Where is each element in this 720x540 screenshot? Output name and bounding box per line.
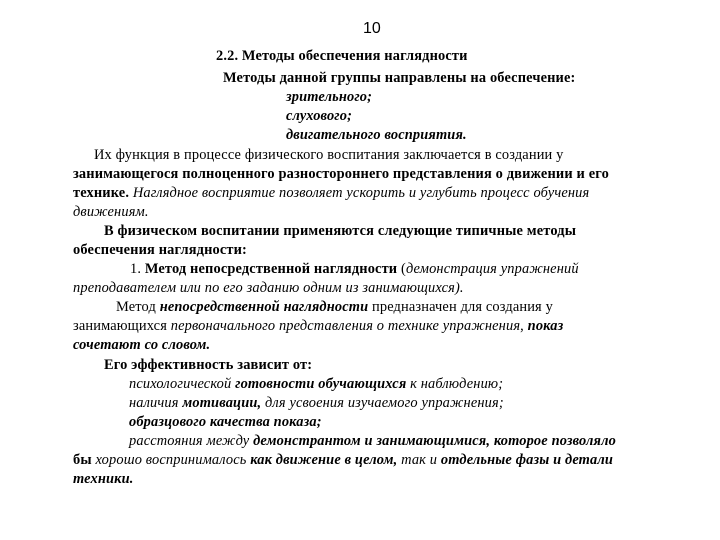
intro-text: Методы данной группы направлены на обеспечение:	[223, 70, 576, 86]
cont-emphasis: как движение в целом,	[250, 452, 398, 468]
method-1-note: демонстрация упражнений	[405, 261, 579, 277]
list-item-auditory: слухового;	[286, 108, 353, 124]
paren-open: (	[401, 261, 406, 277]
effectiveness-item-2	[129, 394, 504, 412]
effectiveness-cont-line-2: техники.	[73, 471, 134, 487]
desc-text: Метод	[116, 299, 160, 315]
function-line-3	[73, 184, 589, 202]
method-1-line-1	[130, 260, 579, 278]
desc-text: предназначен для создания у	[368, 299, 553, 315]
list-item-motor: двигательного восприятия.	[286, 127, 467, 143]
technique-word: технике.	[73, 185, 130, 201]
item-text: к наблюдению;	[406, 376, 504, 392]
effectiveness-item-1	[129, 375, 503, 393]
visual-perception-text: Наглядное восприятие позволяет ускорить и углубить процесс обучения	[129, 185, 590, 201]
cont-emphasis: отдельные фазы и детали	[440, 452, 614, 468]
list-item-visual: зрительного;	[286, 89, 373, 105]
method-1-number: 1.	[130, 261, 142, 277]
effectiveness-item-3	[129, 413, 322, 431]
effectiveness-item-4	[129, 432, 616, 450]
methods-intro-line-1: В физическом воспитании применяются следующие типичные методы	[104, 223, 577, 239]
item-text: расстояния между	[129, 433, 254, 449]
method-1-line-2: преподавателем или по его заданию одним из занимающихся).	[73, 280, 464, 296]
effectiveness-heading: Его эффективность зависит от:	[104, 357, 313, 373]
section-heading: 2.2. Методы обеспечения наглядности	[216, 48, 468, 64]
method-1-desc-line-2	[73, 317, 563, 335]
item-text: наличия	[129, 395, 183, 411]
desc-emphasis: непосредственной наглядности	[159, 299, 369, 315]
item-text: для усвоения изучаемого упражнения;	[261, 395, 504, 411]
function-line-4: движениям.	[73, 204, 149, 220]
method-1-desc-line-1	[116, 298, 553, 316]
methods-intro-line-2: обеспечения наглядности:	[73, 242, 247, 258]
item-emphasis: мотивации,	[182, 395, 262, 411]
desc-text: занимающихся	[73, 318, 171, 334]
cont-text: бы	[73, 452, 96, 468]
item-text: психологической	[129, 376, 236, 392]
item-emphasis: демонстрантом и занимающимися, которое позволяло	[253, 433, 616, 449]
method-1-title: Метод непосредственной наглядности	[141, 261, 401, 277]
cont-italic: так и	[397, 452, 441, 468]
item-text: образцового качества показа;	[129, 414, 322, 430]
item-emphasis: готовности обучающихся	[235, 376, 407, 392]
desc-text: ,	[520, 318, 528, 334]
function-line-1: Их функция в процессе физического воспитания заключается в создании у	[94, 147, 564, 163]
desc-italic: первоначального представления о технике упражнения	[170, 318, 521, 334]
effectiveness-cont-line-1	[73, 451, 613, 469]
method-1-desc-line-3: сочетают со словом.	[73, 337, 211, 353]
page-number: 10	[363, 20, 381, 37]
cont-italic: хорошо воспринималось	[95, 452, 251, 468]
function-line-2: занимающегося полноценного разностороннего представления о движении и его	[73, 166, 609, 182]
desc-emphasis: показ	[527, 318, 564, 334]
